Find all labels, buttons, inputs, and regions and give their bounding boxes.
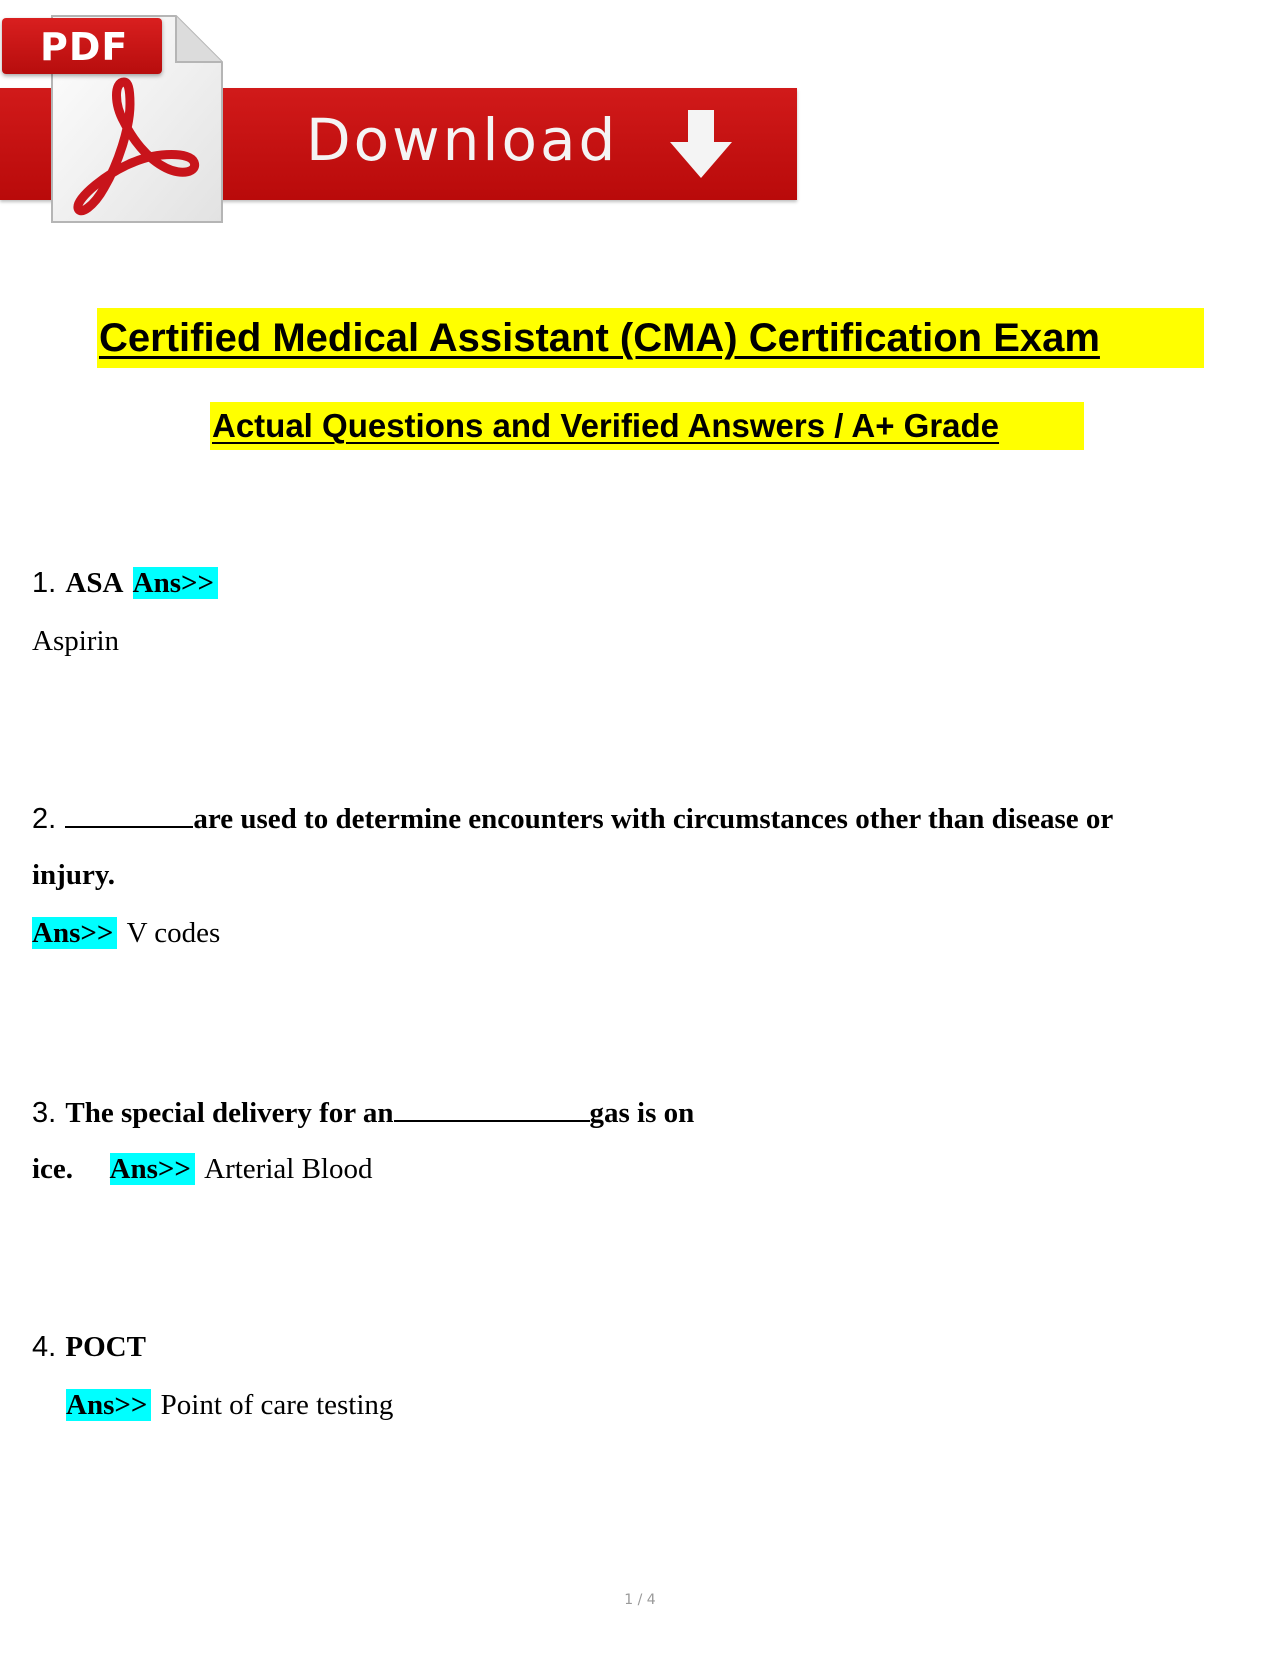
question-number: 1. (32, 567, 57, 599)
download-label[interactable]: Download (306, 106, 619, 174)
answer-1 (32, 620, 119, 661)
page-indicator: 1 / 4 (624, 1592, 656, 1608)
answer-label: Ans>> (66, 1389, 151, 1421)
question-text: ASA (65, 567, 124, 599)
pdf-label: PDF (40, 25, 129, 69)
question-text: The special delivery for an (65, 1097, 394, 1129)
answer-label: Ans>> (32, 917, 117, 949)
question-2 (32, 798, 1113, 839)
question-text: gas is on (589, 1097, 695, 1129)
answer-text: Arterial Blood (204, 1153, 373, 1185)
question-number: 2. (32, 803, 57, 835)
question-text: POCT (65, 1331, 146, 1363)
fill-in-blank (394, 1094, 590, 1122)
download-arrow-icon[interactable] (668, 108, 734, 180)
question-4 (32, 1326, 146, 1367)
question-text: injury. (32, 859, 115, 891)
question-text: ice. (32, 1153, 74, 1185)
answer-text: V codes (126, 917, 221, 949)
question-2-continued (32, 854, 115, 895)
answer-text: Aspirin (32, 625, 119, 657)
page-subtitle: Actual Questions and Verified Answers / A+ Grade (210, 402, 1084, 450)
question-3 (32, 1092, 694, 1133)
page-title: Certified Medical Assistant (CMA) Certification Exam (97, 308, 1204, 368)
answer-4 (66, 1384, 393, 1425)
question-3-continued (32, 1148, 372, 1189)
question-text: are used to determine encounters with circumstances other than disease or (193, 803, 1114, 835)
question-number: 4. (32, 1331, 57, 1363)
answer-2 (32, 912, 220, 953)
question-number: 3. (32, 1097, 57, 1129)
answer-label: Ans>> (133, 567, 218, 599)
question-1 (32, 562, 218, 603)
answer-text: Point of care testing (160, 1389, 394, 1421)
answer-label: Ans>> (110, 1153, 195, 1185)
fill-in-blank (65, 800, 193, 828)
